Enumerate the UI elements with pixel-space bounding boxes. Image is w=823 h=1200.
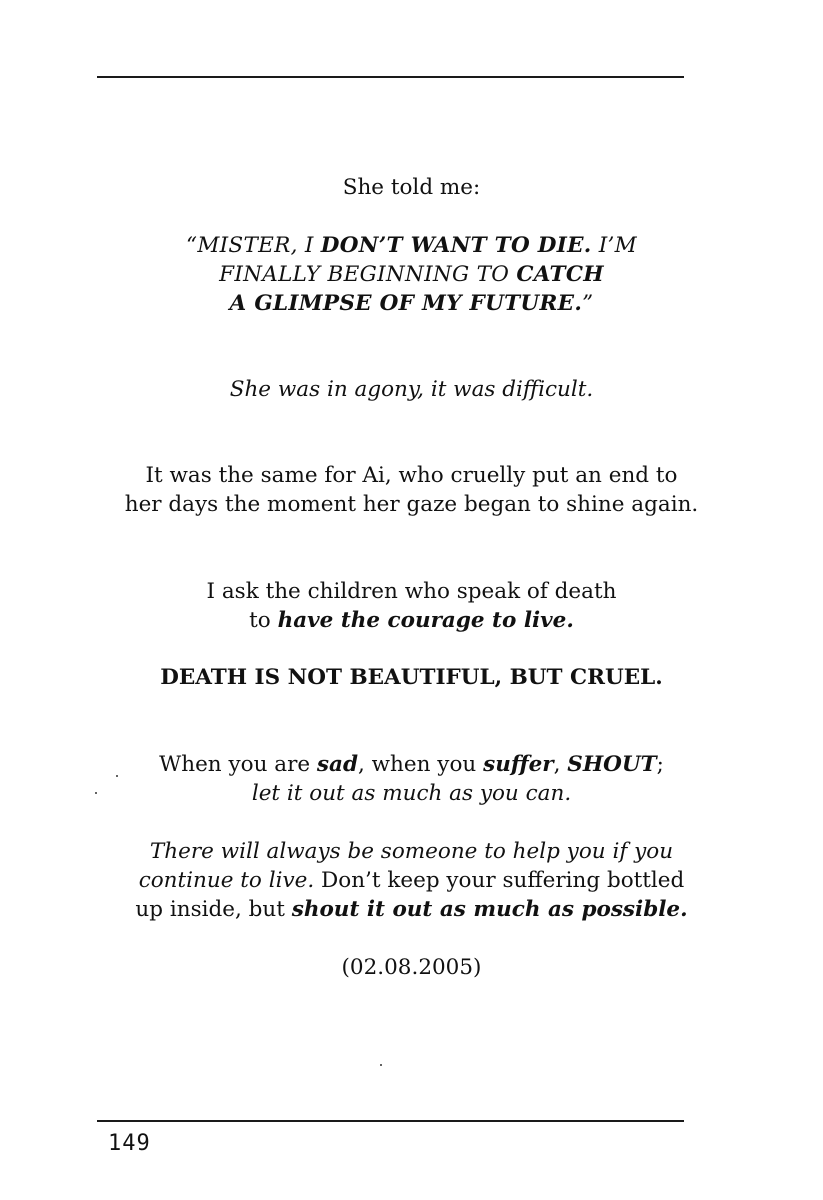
date-text: [0, 953, 823, 982]
sad-1c: , when you: [357, 752, 484, 777]
ai-line-1: It was the same for Ai, who cruelly put an end to: [145, 463, 678, 488]
children-emphasis: have the courage to live.: [277, 608, 574, 633]
quote-3b: ”: [582, 291, 594, 316]
sad-1g: ;: [656, 752, 664, 777]
sad-1a: When you are: [159, 752, 317, 777]
top-rule: [97, 76, 684, 78]
children-paragraph: [0, 577, 823, 635]
help-3-prefix: up inside, but: [135, 897, 292, 922]
agony-line: She was in agony, it was difficult.: [229, 377, 594, 402]
quote-line-3: [0, 289, 823, 318]
quote-line-1: [0, 231, 823, 260]
ai-line-2: her days the moment her gaze began to shine again.: [124, 492, 699, 517]
children-prefix: to: [249, 608, 278, 633]
agony-text: [0, 375, 823, 404]
date-line: (02.08.2005): [341, 955, 482, 980]
intro-line: She told me:: [342, 175, 481, 200]
help-line-1: There will always be someone to help you if you: [149, 839, 674, 864]
sad-line-1: [0, 750, 823, 779]
help-3-bold: shout it out as much as possible.: [291, 897, 688, 922]
page-number: 149: [108, 1131, 151, 1156]
sad-paragraph: [0, 750, 823, 808]
ai-paragraph: [0, 461, 823, 519]
help-line-3: [0, 895, 823, 924]
quote-1b: DON’T WANT TO DIE.: [320, 233, 592, 258]
sad-line-2: let it out as much as you can.: [251, 781, 572, 806]
children-line-1: I ask the children who speak of death: [206, 579, 617, 604]
help-2-rest: Don’t keep your suffering bottled: [314, 868, 685, 893]
intro-text: [0, 173, 823, 202]
quote-1a: “MISTER, I: [186, 233, 321, 258]
quote-line-2: [0, 260, 823, 289]
quote-3a: A GLIMPSE OF MY FUTURE.: [229, 291, 583, 316]
death-heading: [0, 663, 823, 692]
speck-2: [116, 775, 118, 777]
sad-1e: ,: [553, 752, 568, 777]
quote-2a: FINALLY BEGINNING TO: [219, 262, 517, 287]
bottom-rule: [97, 1120, 684, 1122]
help-2-italic: continue to live.: [138, 868, 315, 893]
death-line: DEATH IS NOT BEAUTIFUL, BUT CRUEL.: [160, 665, 663, 690]
help-line-2: [0, 866, 823, 895]
speck-1: [380, 1064, 382, 1066]
shout-word: SHOUT: [567, 752, 657, 777]
quote-block: [0, 231, 823, 318]
quote-1c: I’M: [591, 233, 637, 258]
suffer-word: suffer: [483, 752, 554, 777]
quote-2b: CATCH: [516, 262, 604, 287]
help-paragraph: [0, 837, 823, 924]
speck-3: [95, 792, 97, 794]
children-line-2: [0, 606, 823, 635]
sad-word: sad: [316, 752, 358, 777]
